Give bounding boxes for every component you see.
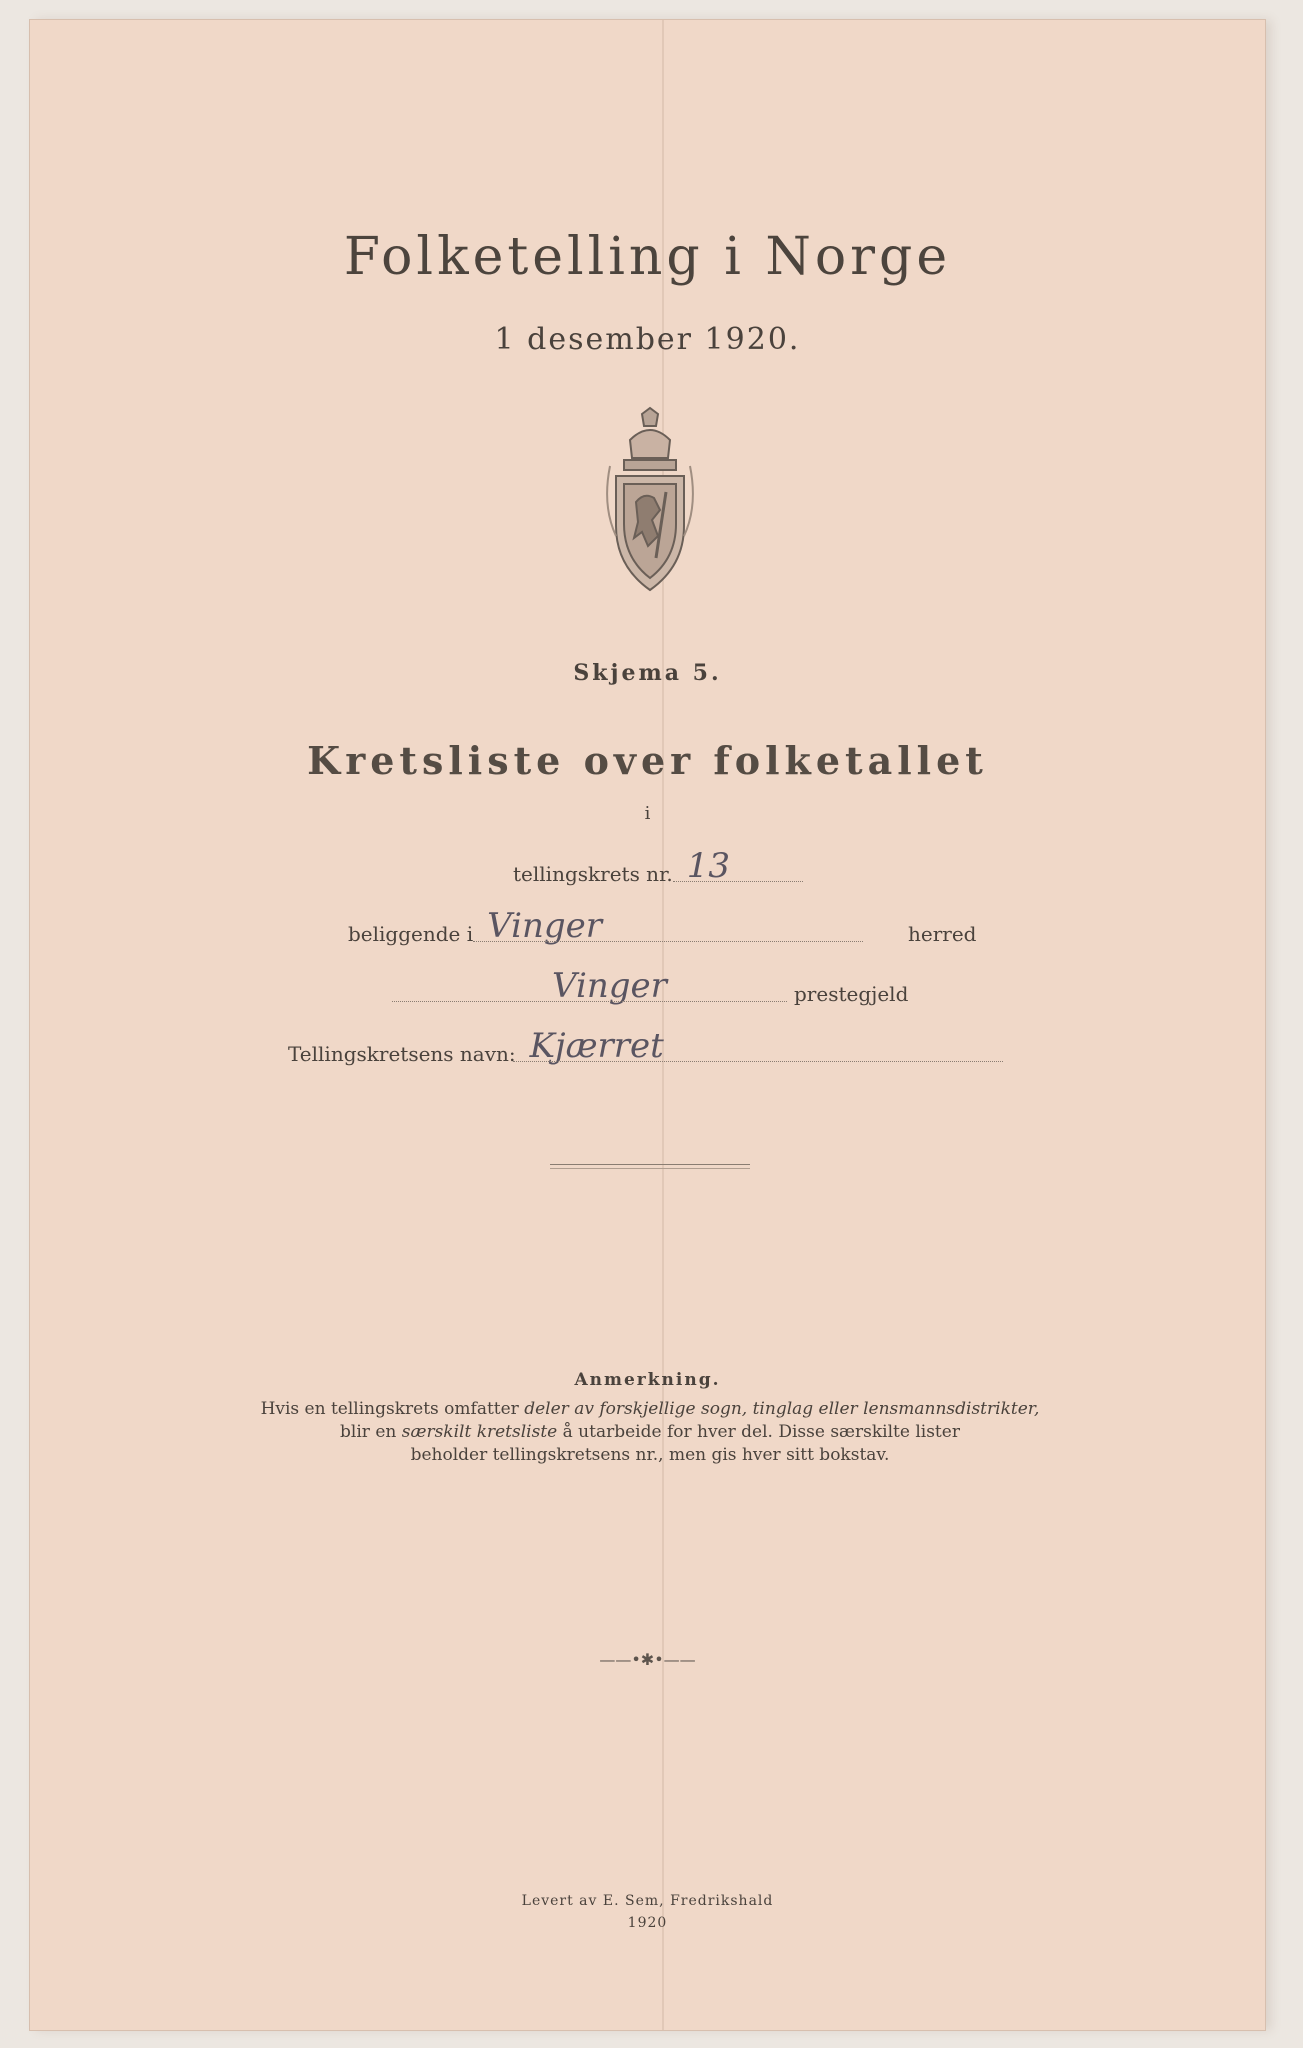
- navn-row: [288, 1020, 1048, 1066]
- prestegjeld-value: Vinger: [552, 966, 667, 1006]
- note-line-2: blir en særskilt kretsliste å utarbeide for hver del. Disse særskilte lister: [340, 1422, 960, 1442]
- tellingskrets-row: [513, 840, 813, 886]
- beliggende-label: beliggende i: [348, 922, 474, 946]
- note-title: Anmerkning.: [574, 1370, 721, 1390]
- census-page: [30, 20, 1265, 2030]
- tellingskrets-label: tellingskrets nr.: [513, 862, 673, 886]
- footer-printer: Levert av E. Sem, Fredrikshald: [521, 1893, 774, 1909]
- ornament: ——•✱•——: [599, 1650, 696, 1669]
- schema-number: Skjema 5.: [573, 660, 722, 686]
- document-date: 1 desember 1920.: [494, 322, 801, 357]
- printer-footer: [30, 1890, 1265, 1934]
- navn-label: Tellingskretsens navn:: [288, 1042, 516, 1066]
- document-title: Folketelling i Norge: [343, 227, 952, 287]
- beliggende-row: [348, 900, 988, 946]
- separator-line-lower: [550, 1168, 750, 1169]
- document-heading: Kretsliste over folketallet: [307, 738, 988, 783]
- herred-label: herred: [908, 922, 977, 946]
- footer-year: 1920: [627, 1915, 668, 1931]
- tellingskrets-value: 13: [686, 846, 731, 886]
- note-text: [220, 1398, 1080, 1467]
- preposition: i: [644, 803, 651, 824]
- prestegjeld-row: [392, 960, 992, 1006]
- navn-value: Kjærret: [529, 1026, 664, 1066]
- note-line-1: Hvis en tellingskrets omfatter deler av forskjellige sogn, tinglag eller lensmannsdistrikter,: [260, 1399, 1040, 1419]
- note-line-3: beholder tellingskretsens nr., men gis hver sitt bokstav.: [410, 1445, 890, 1465]
- prestegjeld-label: prestegjeld: [794, 982, 909, 1006]
- coat-of-arms-icon: [590, 406, 710, 596]
- beliggende-value: Vinger: [487, 906, 603, 946]
- separator-line: [550, 1164, 750, 1165]
